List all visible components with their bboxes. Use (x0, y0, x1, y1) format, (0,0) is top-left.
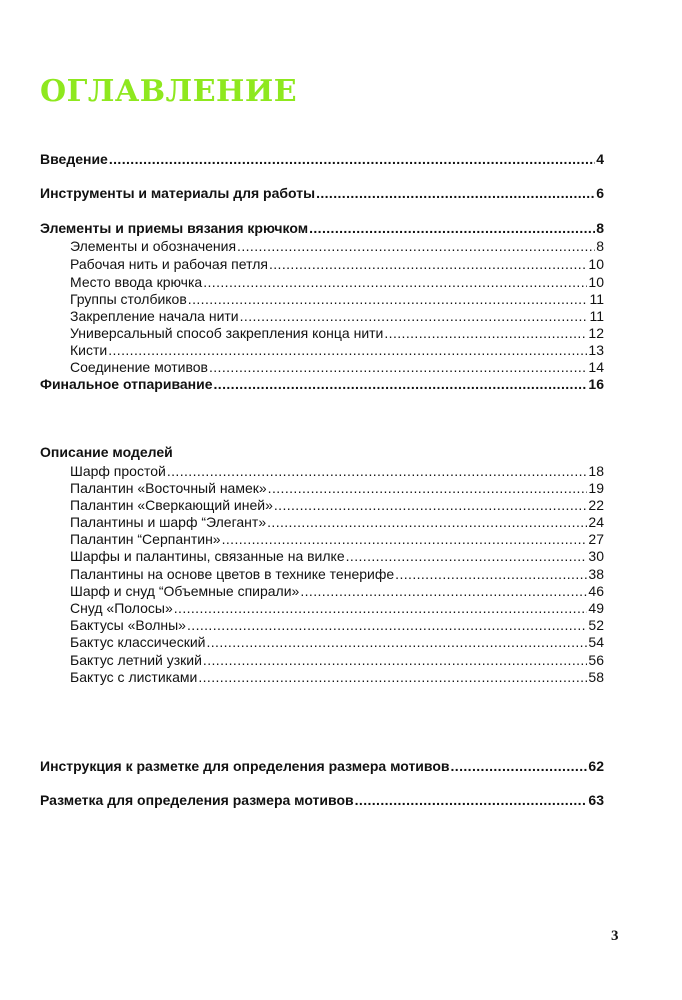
toc-entry-elements[interactable] (40, 220, 604, 237)
toc-entry-label: Введение (40, 151, 108, 167)
toc-leader-dots (384, 325, 587, 342)
toc-model-entry[interactable] (70, 497, 604, 514)
toc-leader-dots (269, 256, 587, 273)
toc-entry-page: 6 (596, 185, 604, 201)
toc-subentry[interactable] (70, 342, 604, 359)
toc-entry-page: 10 (588, 274, 604, 290)
toc-entry-page: 16 (588, 376, 604, 392)
toc-entry-page: 27 (588, 531, 604, 547)
toc-leader-dots (214, 376, 588, 393)
toc-entry-label: Закрепление начала нити (70, 308, 239, 324)
toc-model-entry[interactable] (70, 669, 604, 686)
toc-entry-page: 58 (588, 669, 604, 685)
toc-subentry[interactable] (70, 291, 604, 308)
toc-leader-dots (209, 359, 587, 376)
toc-leader-dots (206, 634, 587, 651)
toc-entry-page: 18 (588, 463, 604, 479)
toc-entry-introduction[interactable] (40, 151, 604, 168)
toc-entry-label: Палантины и шарф “Элегант» (70, 514, 267, 530)
toc-entry-label: Бактус с листиками (70, 669, 198, 685)
toc-leader-dots (174, 600, 588, 617)
toc-subentry[interactable] (70, 274, 604, 291)
toc-leader-dots (395, 566, 587, 583)
toc-entry-tools[interactable] (40, 185, 604, 202)
toc-entry-marking[interactable] (40, 792, 604, 809)
toc-subentry[interactable] (70, 308, 604, 325)
toc-leader-dots (198, 669, 587, 686)
toc-entry-page: 62 (588, 758, 604, 774)
toc-entry-page: 52 (588, 617, 604, 633)
toc-entry-label: Инструкция к разметке для определения размера мотивов (40, 758, 450, 774)
toc-subentry[interactable] (70, 256, 604, 273)
toc-entry-label: Снуд «Полосы» (70, 600, 173, 616)
toc-entry-label: Шарф и снуд “Объемные спирали» (70, 583, 300, 599)
toc-entry-page: 14 (588, 359, 604, 375)
toc-entry-label: Элементы и приемы вязания крючком (40, 220, 309, 236)
toc-entry-label: Шарфы и палантины, связанные на вилке (70, 548, 345, 564)
toc-entry-label: Палантины на основе цветов в технике тенерифе (70, 566, 395, 582)
toc-entry-final-steaming[interactable] (40, 376, 604, 393)
toc-entry-label: Палантин “Серпантин» (70, 531, 221, 547)
toc-entry-page: 38 (588, 566, 604, 582)
toc-entry-page: 11 (589, 291, 604, 307)
toc-leader-dots (203, 652, 588, 669)
toc-entry-label: Палантин «Сверкающий иней» (70, 497, 273, 513)
toc-leader-dots (240, 308, 589, 325)
toc-entry-label: Соединение мотивов (70, 359, 208, 375)
toc-leader-dots (268, 480, 588, 497)
toc-leader-dots (300, 583, 587, 600)
toc-model-entry[interactable] (70, 463, 604, 480)
toc-entry-page: 11 (589, 308, 604, 324)
toc-entry-label: Разметка для определения размера мотивов (40, 792, 354, 808)
toc-leader-dots (355, 792, 588, 809)
toc-entry-page: 56 (588, 652, 604, 668)
toc-entry-label: Шарф простой (70, 463, 166, 479)
toc-model-entry[interactable] (70, 652, 604, 669)
toc-entry-page: 54 (588, 634, 604, 650)
toc-subentry[interactable] (70, 359, 604, 376)
toc-subentry[interactable] (70, 238, 604, 255)
toc-entry-label: Элементы и обозначения (70, 238, 237, 254)
models-heading: Описание моделей (40, 444, 173, 460)
toc-leader-dots (109, 151, 595, 168)
toc-model-entry[interactable] (70, 514, 604, 531)
toc-entry-label: Финальное отпаривание (40, 376, 213, 392)
toc-entry-page: 49 (588, 600, 604, 616)
toc-entry-label: Группы столбиков (70, 291, 187, 307)
toc-entry-label: Место ввода крючка (70, 274, 203, 290)
toc-leader-dots (274, 497, 588, 514)
toc-entry-label: Рабочая нить и рабочая петля (70, 256, 268, 272)
toc-entry-page: 4 (596, 151, 604, 167)
toc-leader-dots (316, 185, 595, 202)
toc-entry-page: 12 (588, 325, 604, 341)
toc-model-entry[interactable] (70, 583, 604, 600)
toc-leader-dots (267, 514, 587, 531)
page-number: 3 (611, 928, 619, 944)
toc-entry-page: 13 (588, 342, 604, 358)
toc-model-entry[interactable] (70, 600, 604, 617)
toc-model-entry[interactable] (70, 480, 604, 497)
toc-leader-dots (451, 758, 588, 775)
toc-leader-dots (108, 342, 587, 359)
toc-entry-label: Палантин «Восточный намек» (70, 480, 267, 496)
toc-entry-label: Бактус летний узкий (70, 652, 202, 668)
toc-leader-dots (237, 238, 595, 255)
toc-model-entry[interactable] (70, 634, 604, 651)
toc-entry-page: 46 (588, 583, 604, 599)
toc-model-entry[interactable] (70, 617, 604, 634)
toc-entry-label: Инструменты и материалы для работы (40, 185, 316, 201)
toc-entry-page: 10 (588, 256, 604, 272)
toc-entry-label: Универсальный способ закрепления конца нити (70, 325, 384, 341)
toc-entry-page: 19 (588, 480, 604, 496)
toc-entry-page: 24 (588, 514, 604, 530)
toc-leader-dots (167, 463, 588, 480)
toc-entry-label: Бактус классический (70, 634, 206, 650)
toc-entry-marking-instructions[interactable] (40, 758, 604, 775)
toc-leader-dots (309, 220, 595, 237)
toc-leader-dots (346, 548, 588, 565)
toc-model-entry[interactable] (70, 548, 604, 565)
toc-leader-dots (222, 531, 588, 548)
toc-leader-dots (188, 291, 589, 308)
page-title: ОГЛАВЛЕНИЕ (40, 74, 298, 109)
toc-entry-label: Кисти (70, 342, 108, 358)
toc-entry-label: Бактусы «Волны» (70, 617, 186, 633)
toc-subentry[interactable] (70, 325, 604, 342)
toc-entry-page: 63 (588, 792, 604, 808)
toc-entry-page: 8 (596, 220, 604, 236)
toc-leader-dots (203, 274, 587, 291)
toc-entry-page: 8 (596, 238, 604, 254)
toc-leader-dots (187, 617, 587, 634)
toc-model-entry[interactable] (70, 531, 604, 548)
toc-model-entry[interactable] (70, 566, 604, 583)
toc-entry-page: 22 (588, 497, 604, 513)
toc-entry-page: 30 (588, 548, 604, 564)
